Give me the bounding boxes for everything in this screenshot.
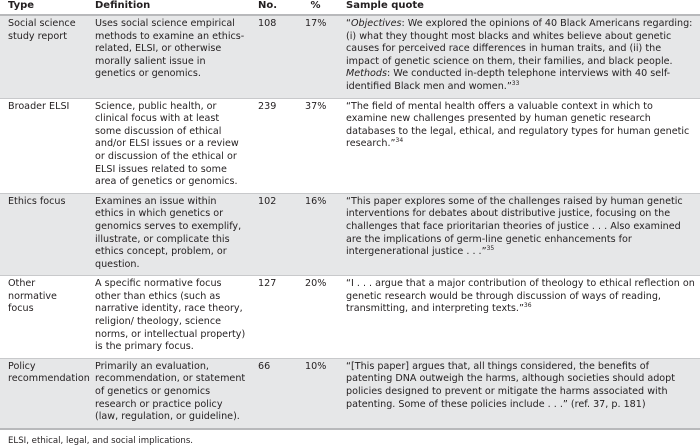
type-cell: Broader ELSI [0, 98, 87, 193]
pct-cell: 16% [297, 193, 338, 276]
table-row [0, 98, 700, 193]
definition-cell: Uses social science empirical methods to examine an ethics-related, ELSI, or otherwise morally salient issue in genetics or genomics. [87, 15, 252, 98]
table-row [0, 193, 700, 276]
header-no: No. [252, 0, 297, 15]
table-row [0, 276, 700, 359]
pct-cell: 10% [297, 358, 338, 428]
no-cell: 127 [252, 276, 297, 359]
pct-cell: 17% [297, 15, 338, 98]
table-footnote: ELSI, ethical, legal, and social implications. [8, 435, 194, 446]
table-row [0, 358, 700, 428]
quote-label: Objectives [350, 18, 402, 29]
quote-cell [338, 193, 700, 276]
header-pct: % [297, 0, 338, 15]
quote-cell [338, 276, 700, 359]
type-cell: Other normative focus [0, 276, 87, 359]
header-row [0, 0, 700, 15]
type-cell: Ethics focus [0, 193, 87, 276]
no-cell: 102 [252, 193, 297, 276]
header-definition: Definition [87, 0, 252, 15]
reference: 35 [486, 245, 495, 253]
quote-cell: “Objectives: We explored the opinions of 40 Black Americans regarding: (i) what they thought most blacks and whites believe about genetic causes for perceived race differences in human traits, and (ii) the impact of genetic science on them, their families, and black people. Methods: We conducted in-depth telephone interviews with 40 self-identified Black men and women.”$^{33}$ [338, 15, 700, 98]
no-cell: 108 [252, 15, 297, 98]
quote-text: : We conducted in-depth telephone interviews with 40 self-identified Black men and women.” [346, 68, 671, 92]
no-cell: 66 [252, 358, 297, 428]
pct-cell: 20% [297, 276, 338, 359]
header-quote: Sample quote [338, 0, 700, 15]
reference: 36 [523, 302, 532, 310]
no-cell: 239 [252, 98, 297, 193]
quote-text: : We explored the opinions of 40 Black Americans regarding: (i) what they thought most blacks and whites believe about genetic causes for perceived race differences in human traits, and (ii) the impact of genetic science on them, their families, and black people. [346, 18, 693, 67]
definition-cell: Science, public health, or clinical focus with at least some discussion of ethical and/or ELSI issues or a review or discussion of the ethical or ELSI issues related to some area of genetics or genomics. [87, 98, 252, 193]
quote-cell [338, 98, 700, 193]
definition-cell: A specific normative focus other than ethics (such as narrative identity, race theory, religion/ theology, science norms, or intellectual property) is the primary focus. [87, 276, 252, 359]
type-cell: Social science study report [0, 15, 87, 98]
reference: 33 [511, 79, 520, 87]
quote-label: Methods [346, 68, 387, 80]
header-type: Type [0, 0, 87, 15]
quote-cell: “[This paper] argues that, all things considered, the benefits of patenting DNA outweigh the harms, although societies should adopt policies designed to prevent or mitigate the harms associated with patenting. Some of these policies include . . .” (ref. 37, p. 181) [338, 358, 700, 428]
table-row [0, 15, 700, 98]
quote-text: “I . . . argue that a major contribution of theology to ethical reflection on genetic research would be through discussion of ways of reading, transmitting, and interpreting texts.” [346, 278, 695, 315]
quote-text: “This paper explores some of the challenges raised by human genetic interventions for debates about distributive justice, focusing on the challenges that face prioritarian theories of justice . . . Also examined are the implications of germ-line genetic enhancements for intergenerational justice . . .” [346, 195, 683, 258]
reference: 34 [395, 137, 404, 145]
definition-cell: Primarily an evaluation, recommendation, or statement of genetics or genomics research or practice policy (law, regulation, or guideline). [87, 358, 252, 428]
pct-cell: 37% [297, 98, 338, 193]
type-cell: Policy recommendation [0, 358, 87, 428]
quote-text: “The field of mental health offers a valuable context in which to examine new challenges presented by human genetic research databases to the legal, ethical, and regulatory types for human genetic research.” [346, 100, 690, 150]
definition-cell: Examines an issue within ethics in which genetics or genomics serves to exemplify, illustrate, or complicate this ethics concept, problem, or question. [87, 193, 252, 276]
